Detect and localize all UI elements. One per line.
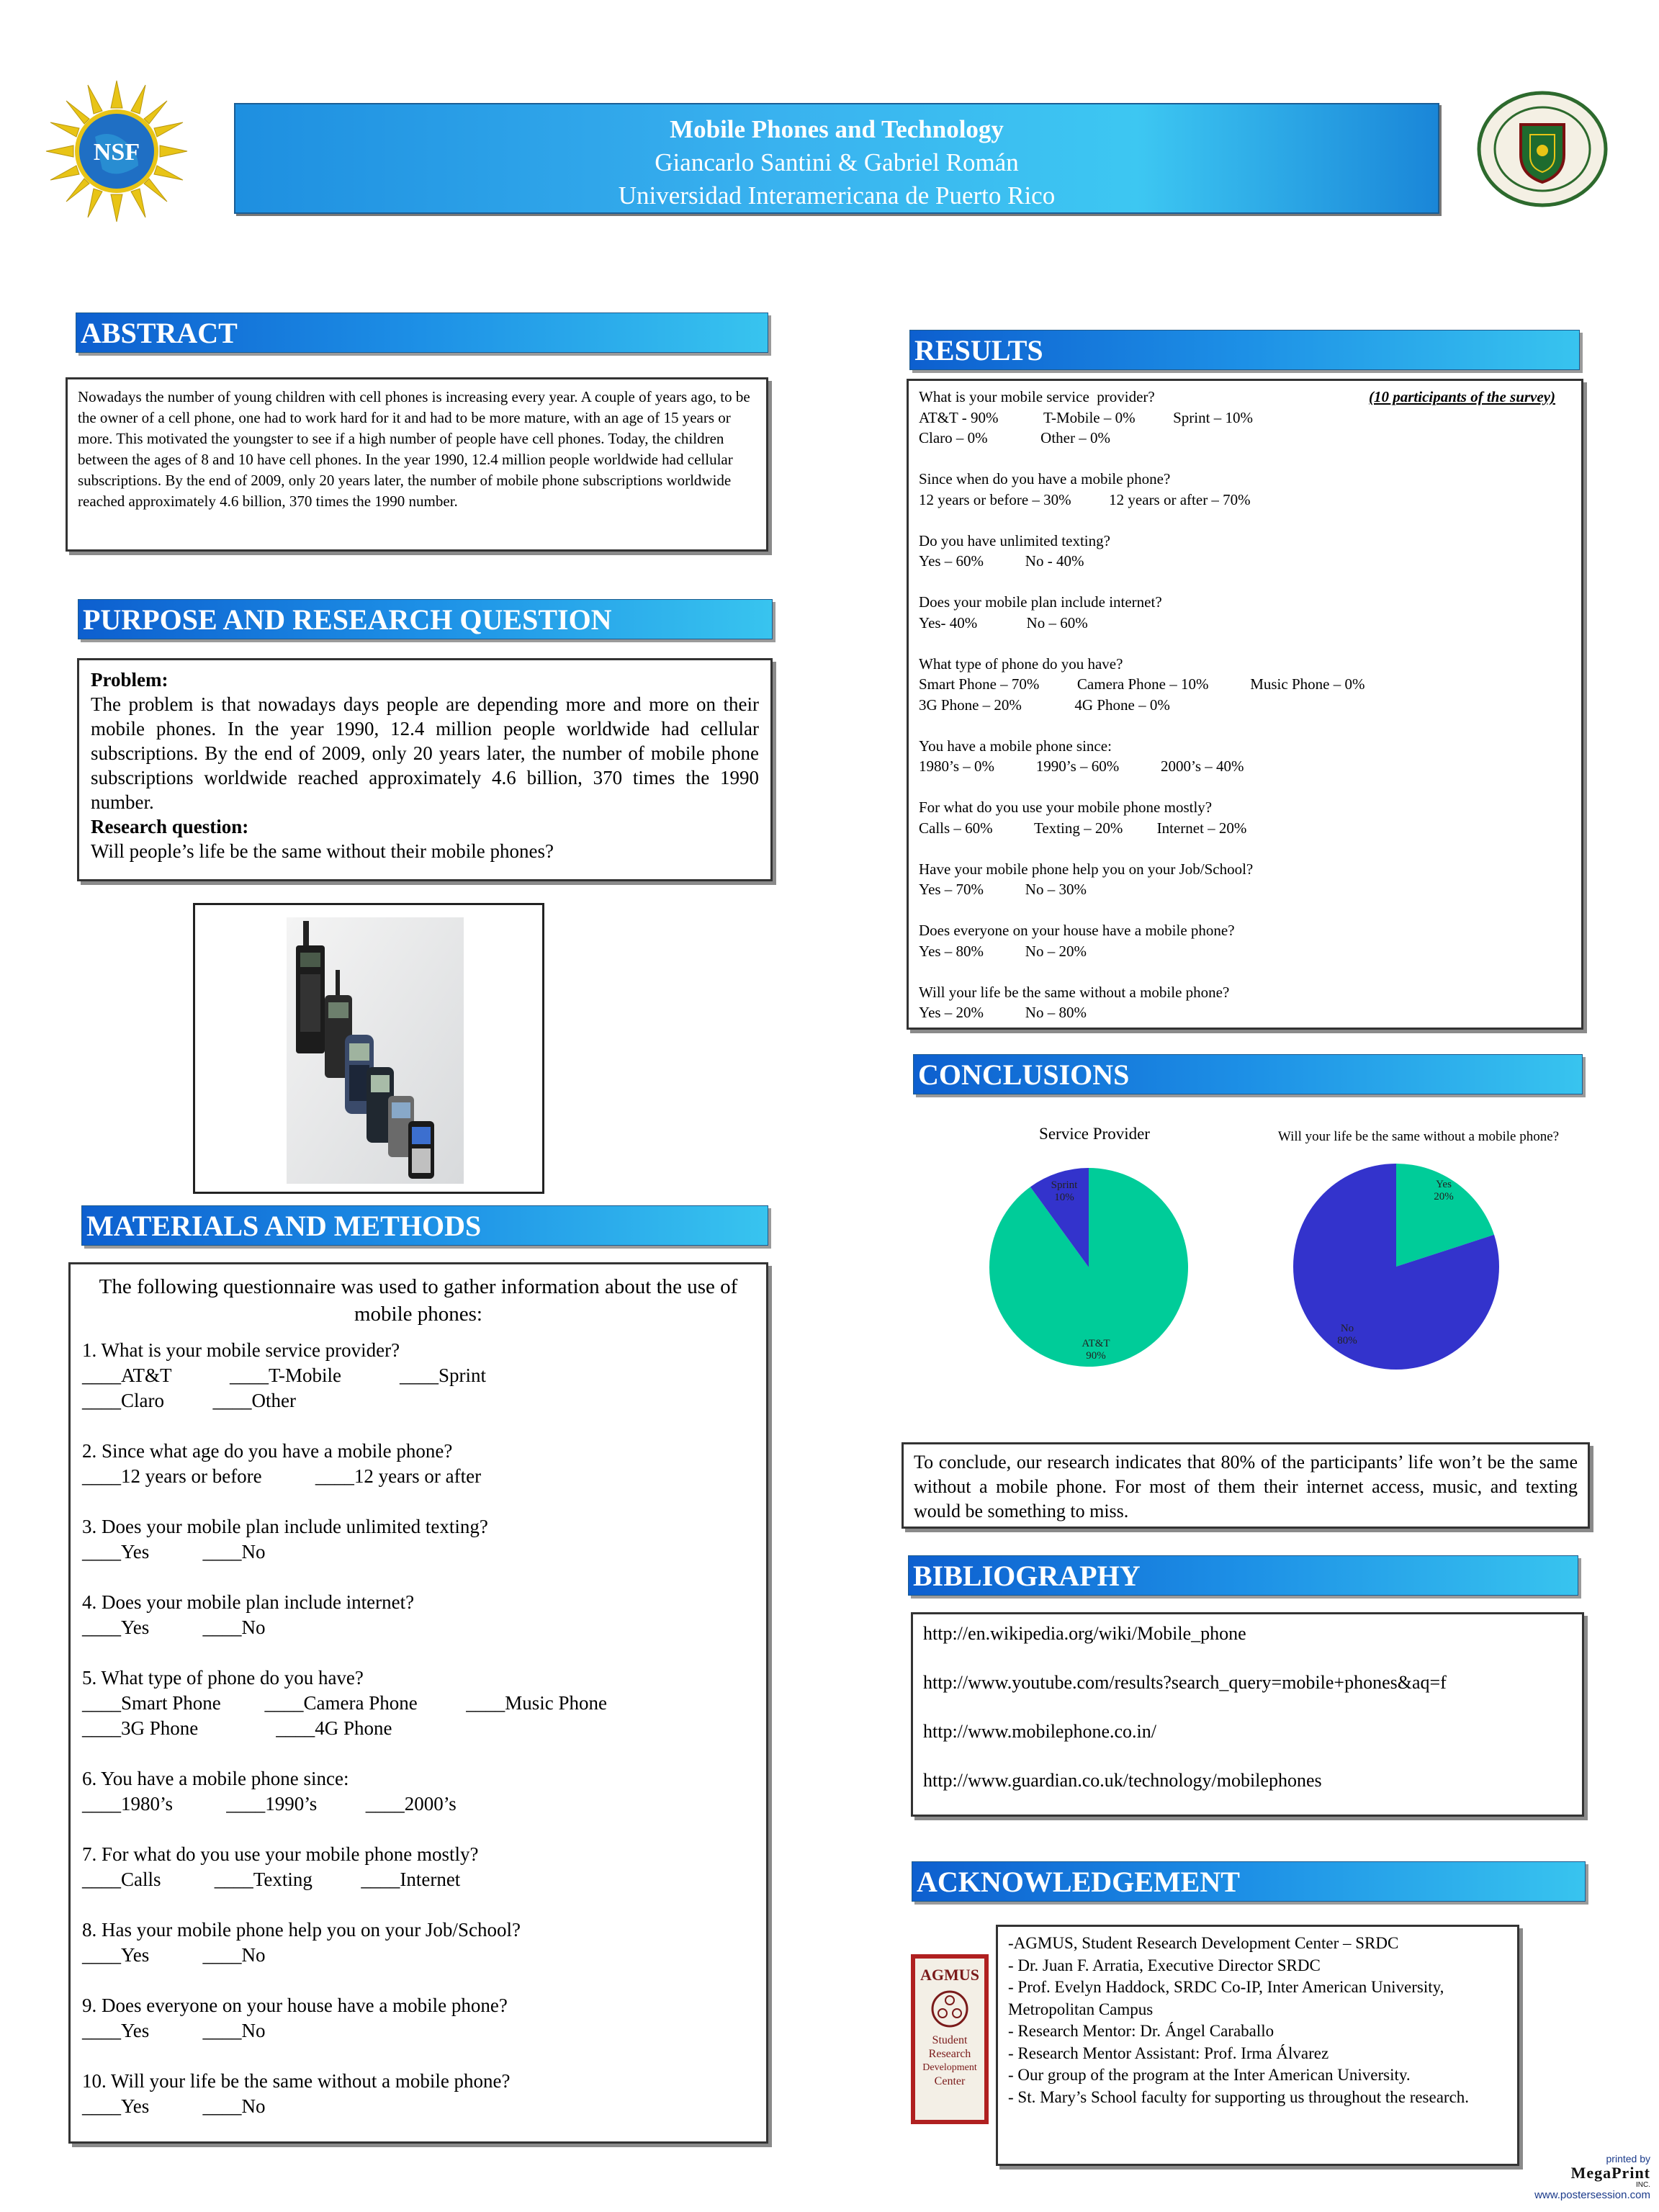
phones-evolution-image	[193, 903, 544, 1194]
questionnaire-line: ____Yes ____No	[82, 2095, 266, 2117]
results-line: Calls – 60% Texting – 20% Internet – 20%	[919, 819, 1247, 837]
pie-slice-value: 10%	[1054, 1192, 1074, 1203]
results-line: Yes – 80% No – 20%	[919, 942, 1087, 960]
results-line: Claro – 0% Other – 0%	[919, 429, 1110, 446]
problem-label: Problem:	[91, 669, 168, 691]
questionnaire-list	[82, 1338, 755, 2119]
blank-line	[82, 1413, 755, 1439]
purpose-box	[77, 658, 773, 881]
results-line: What type of phone do you have?	[919, 655, 1123, 673]
pie-slice-label: AT&T	[1082, 1338, 1110, 1349]
bibliography-box	[911, 1612, 1584, 1817]
blank-line	[919, 449, 1571, 469]
conclusions-text: To conclude, our research indicates that 80% of the participants’ life won’t be the same without a mobile phone. For most of them their internet access, music, and texting would be something to miss.	[914, 1452, 1578, 1521]
nsf-logo-text: NSF	[93, 139, 140, 166]
pie-slice-label: No	[1340, 1323, 1354, 1334]
pie-slice-value: 80%	[1337, 1335, 1357, 1346]
questionnaire-line: ____3G Phone ____4G Phone	[82, 1717, 392, 1739]
acknowledgement-line: - St. Mary’s School faculty for supporting us throughout the research.	[1008, 2087, 1470, 2106]
blank-line	[82, 2044, 755, 2069]
materials-heading: MATERIALS AND METHODS	[81, 1205, 768, 1246]
bibliography-heading: BIBLIOGRAPHY	[908, 1555, 1578, 1596]
agmus-logo-text: AGMUS	[920, 1966, 979, 1984]
blank-line	[82, 1968, 755, 1993]
questionnaire-line: 3. Does your mobile plan include unlimited texting?	[82, 1516, 488, 1537]
results-line: 3G Phone – 20% 4G Phone – 0%	[919, 696, 1170, 714]
conclusions-heading: CONCLUSIONS	[913, 1054, 1583, 1094]
results-heading: RESULTS	[909, 330, 1580, 370]
conclusions-box	[902, 1442, 1590, 1529]
abstract-box	[66, 377, 768, 552]
service-provider-chart-title: Service Provider	[1039, 1125, 1150, 1143]
questionnaire-line: 5. What type of phone do you have?	[82, 1667, 364, 1689]
blank-line	[82, 1892, 755, 1917]
results-line: Will your life be the same without a mobile phone?	[919, 983, 1230, 1001]
university-seal	[1476, 90, 1609, 209]
blank-line	[82, 1817, 755, 1842]
questionnaire-line: ____Yes ____No	[82, 2020, 266, 2041]
questionnaire-line: ____Yes ____No	[82, 1541, 266, 1563]
acknowledgement-line: - Research Mentor: Dr. Ángel Caraballo	[1008, 2022, 1274, 2040]
poster-session-url[interactable]: www.postersession.com	[1534, 2189, 1650, 2201]
questionnaire-line: 1. What is your mobile service provider?	[82, 1339, 400, 1361]
research-question-text: Will people’s life be the same without their mobile phones?	[91, 840, 554, 862]
blank-line	[82, 1489, 755, 1514]
results-line: Have your mobile phone help you on your Job/School?	[919, 860, 1254, 878]
questionnaire-line: ____12 years or before ____12 years or after	[82, 1465, 482, 1487]
poster-institution: Universidad Interamericana de Puerto Rico	[618, 181, 1056, 210]
life-same-chart	[1224, 1128, 1613, 1401]
bibliography-item[interactable]: http://www.youtube.com/results?search_query=mobile+phones&aq=f	[923, 1672, 1447, 1693]
bibliography-item[interactable]: http://www.guardian.co.uk/technology/mobilephones	[923, 1770, 1322, 1791]
acknowledgement-line: - Dr. Juan F. Arratia, Executive Director SRDC	[1008, 1956, 1321, 1974]
questionnaire-line: 6. You have a mobile phone since:	[82, 1768, 349, 1789]
acknowledgement-line: - Our group of the program at the Inter American University.	[1008, 2066, 1411, 2084]
results-line: Does everyone on your house have a mobile phone?	[919, 922, 1235, 939]
blank-line	[919, 900, 1571, 921]
agmus-logo-line: Center	[934, 2075, 966, 2087]
questionnaire-line: ____1980’s ____1990’s ____2000’s	[82, 1793, 457, 1815]
nsf-logo	[45, 79, 189, 223]
poster-title: Mobile Phones and Technology	[670, 115, 1004, 143]
results-participants-note: (10 participants of the survey)	[1369, 388, 1555, 405]
poster-title-banner	[234, 103, 1439, 214]
materials-intro: The following questionnaire was used to gather information about the use of mobile phones:	[99, 1275, 738, 1326]
questionnaire-line: ____Claro ____Other	[82, 1390, 296, 1411]
results-line: Yes – 60% No - 40%	[919, 552, 1084, 570]
service-provider-chart	[979, 1123, 1210, 1382]
printer-credit	[1521, 2153, 1650, 2203]
printed-by-label: printed by	[1606, 2153, 1650, 2164]
pie-slice-value: 20%	[1434, 1191, 1454, 1202]
poster-authors: Giancarlo Santini & Gabriel Román	[655, 148, 1019, 176]
megaprint-sub: INC.	[1636, 2181, 1650, 2189]
abstract-heading: ABSTRACT	[76, 313, 768, 353]
materials-box	[68, 1262, 768, 2144]
agmus-logo	[911, 1954, 989, 2124]
bibliography-item[interactable]: http://www.mobilephone.co.in/	[923, 1721, 1156, 1742]
questionnaire-line: 8. Has your mobile phone help you on your Job/School?	[82, 1919, 521, 1941]
acknowledgement-list	[1008, 1933, 1507, 2108]
life-same-pie	[1224, 1146, 1613, 1384]
pie-slice-value: 90%	[1086, 1350, 1106, 1362]
questionnaire-line: 2. Since what age do you have a mobile phone?	[82, 1440, 453, 1462]
blank-line	[919, 572, 1571, 593]
blank-line	[919, 777, 1571, 798]
megaprint-logo: MegaPrint	[1570, 2164, 1650, 2182]
results-line: Yes – 20% No – 80%	[919, 1004, 1087, 1021]
acknowledgement-box	[996, 1925, 1519, 2166]
results-line: Do you have unlimited texting?	[919, 531, 1110, 549]
questionnaire-line: 9. Does everyone on your house have a mobile phone?	[82, 1995, 508, 2016]
results-line: 12 years or before – 30% 12 years or after – 70%	[919, 490, 1251, 508]
results-line: Does your mobile plan include internet?	[919, 593, 1162, 611]
results-line: Yes – 70% No – 30%	[919, 881, 1087, 898]
results-box	[907, 379, 1583, 1030]
questionnaire-line: 7. For what do you use your mobile phone mostly?	[82, 1843, 479, 1865]
results-line: AT&T - 90% T-Mobile – 0% Sprint – 10%	[919, 408, 1253, 426]
pie-slice-label: Sprint	[1051, 1179, 1078, 1191]
results-line: What is your mobile service provider?	[919, 388, 1155, 405]
abstract-text: Nowadays the number of young children with cell phones is increasing every year. A couple of years ago, to be the owner of a cell phone, one had to work hard for it and had to be more mature, with an age of 15 years or more. This motivated the youngster to see if a high number of people have cell phones. Today, the children between the ages of 8 and 10 have cell phones. In the year 1990, 12.4 million people worldwide had cellular subscriptions. By the end of 2009, only 20 years later, the number of mobile phone subscriptions worldwide reached approximately 4.6 billion, 370 times the 1990 number.	[78, 388, 750, 510]
bibliography-item[interactable]: http://en.wikipedia.org/wiki/Mobile_phone	[923, 1623, 1246, 1644]
results-line: 1980’s – 0% 1990’s – 60% 2000’s – 40%	[919, 757, 1244, 775]
research-question-label: Research question:	[91, 816, 249, 837]
questionnaire-line: 4. Does your mobile plan include internet?	[82, 1591, 415, 1613]
blank-line	[919, 961, 1571, 982]
questionnaire-line: ____Calls ____Texting ____Internet	[82, 1869, 461, 1890]
blank-line	[82, 1741, 755, 1766]
purpose-heading: PURPOSE AND RESEARCH QUESTION	[78, 599, 773, 639]
questionnaire-line: ____Yes ____No	[82, 1944, 266, 1966]
acknowledgement-heading: ACKNOWLEDGEMENT	[912, 1861, 1586, 1902]
agmus-emblem-icon	[928, 1987, 971, 2031]
acknowledgement-line: - Prof. Evelyn Haddock, SRDC Co-IP, Inter American University, Metropolitan Campus	[1008, 1978, 1444, 2018]
blank-line	[919, 715, 1571, 736]
life-same-chart-title: Will your life be the same without a mobile phone?	[1277, 1129, 1560, 1144]
acknowledgement-line: - Research Mentor Assistant: Prof. Irma Álvarez	[1008, 2044, 1329, 2062]
blank-line	[82, 1565, 755, 1590]
service-provider-pie	[979, 1145, 1210, 1375]
blank-line	[919, 838, 1571, 859]
acknowledgement-line: -AGMUS, Student Research Development Center – SRDC	[1008, 1934, 1399, 1952]
results-list	[919, 387, 1571, 1023]
results-line: For what do you use your mobile phone mostly?	[919, 799, 1213, 816]
agmus-logo-line: Student	[932, 2034, 968, 2046]
blank-line	[919, 633, 1571, 654]
questionnaire-line: ____AT&T ____T-Mobile ____Sprint	[82, 1364, 487, 1386]
agmus-logo-line: Development	[922, 2062, 977, 2073]
blank-line	[82, 1640, 755, 1665]
blank-line	[919, 510, 1571, 531]
results-line: Smart Phone – 70% Camera Phone – 10% Music Phone – 0%	[919, 675, 1365, 693]
results-line: Since when do you have a mobile phone?	[919, 470, 1171, 487]
questionnaire-line: ____Smart Phone ____Camera Phone ____Music Phone	[82, 1692, 607, 1714]
problem-text: The problem is that nowadays days people are depending more and more on their mobile phones. In the year 1990, 12.4 million people worldwide had cellular subscriptions. By the end of 2009, only 20 years later, the number of mobile phone subscriptions worldwide reached approximately 4.6 billion, 370 times the 1990 number.	[91, 693, 759, 813]
questionnaire-line: ____Yes ____No	[82, 1617, 266, 1638]
agmus-logo-line: Research	[928, 2048, 971, 2060]
results-line: You have a mobile phone since:	[919, 737, 1112, 755]
results-line: Yes- 40% No – 60%	[919, 613, 1088, 631]
questionnaire-line: 10. Will your life be the same without a mobile phone?	[82, 2070, 511, 2092]
pie-slice-label: Yes	[1436, 1179, 1452, 1190]
